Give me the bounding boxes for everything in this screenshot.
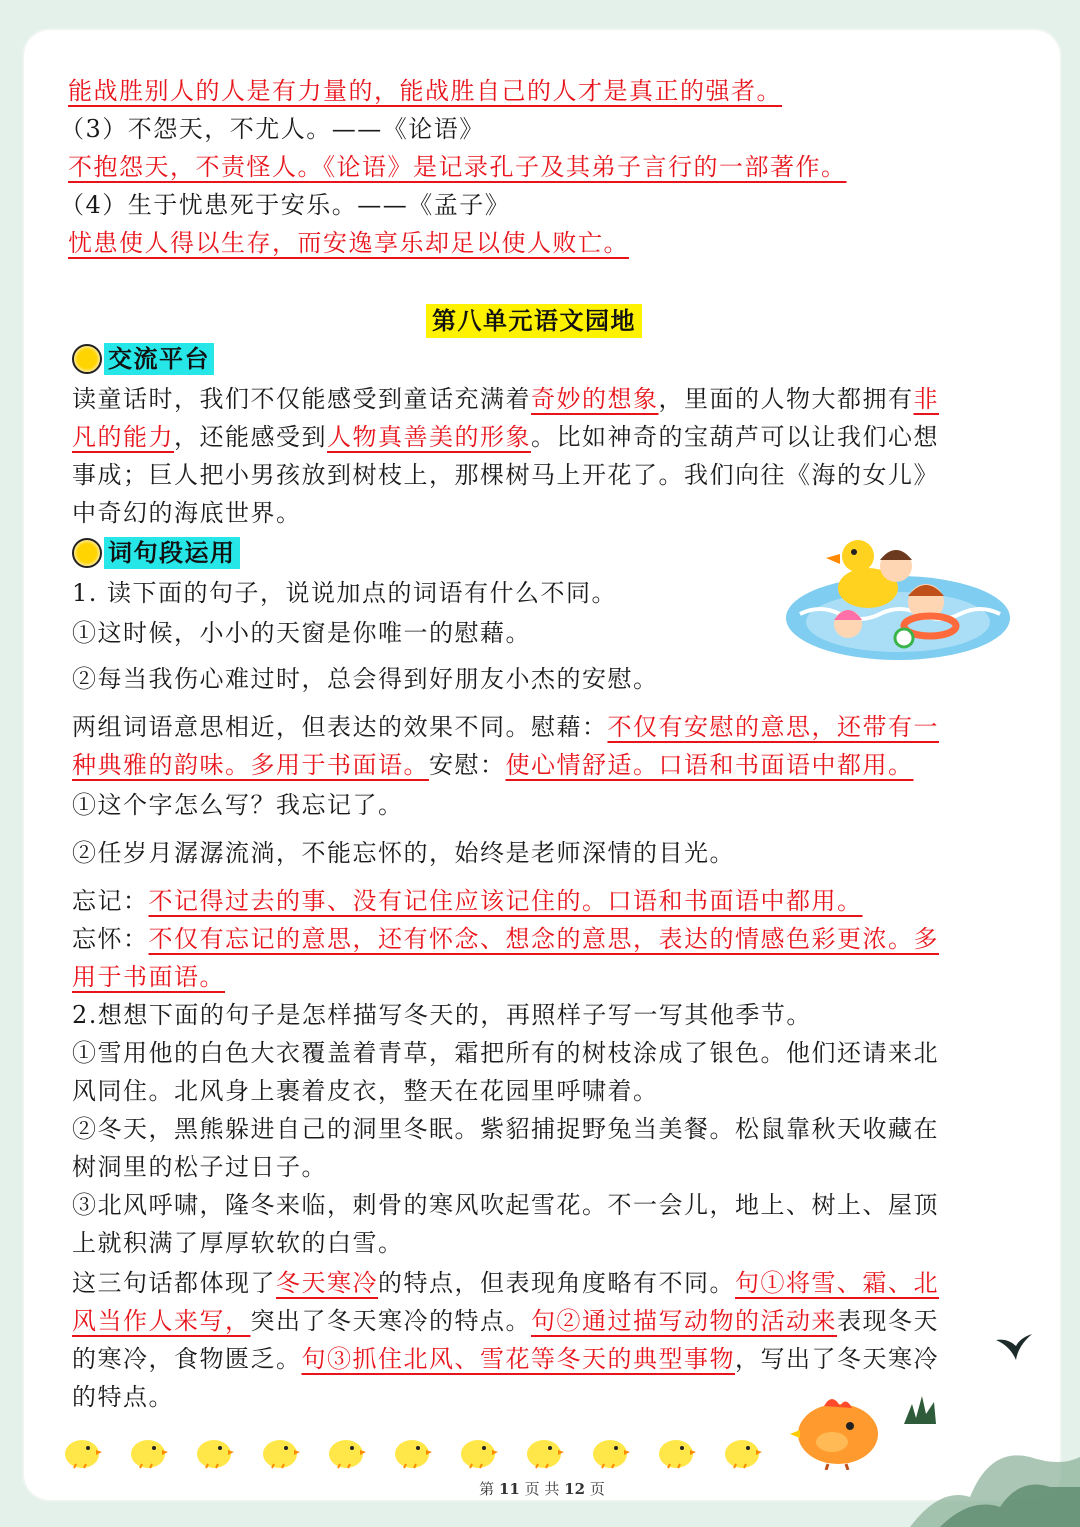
section-exchange-label: 交流平台 [104,343,214,375]
winter-sentence-1: ①雪用他的白色大衣覆盖着青草，霜把所有的树枝涂成了银色。他们还请来北 [72,1039,939,1067]
swallow-icon [994,1330,1034,1370]
winter-answer-4: 的特点。 [72,1383,174,1411]
section-exchange [72,342,214,376]
winter-sentence-3: ③北风呼啸，隆冬来临，刺骨的寒风吹起雪花。不一会儿，地上、树上、屋顶 [72,1191,939,1219]
chick-icon [520,1432,568,1472]
document-page [24,30,1060,1500]
winter-sentence-3b: 上就积满了厚厚软软的白雪。 [72,1229,404,1257]
usage-explain-3: 忘记：不记得过去的事、没有记住应该记住的。口语和书面语中都用。 [72,887,863,915]
quote-4-answer: 忧患使人得以生存，而安逸享乐却足以使人败亡。 [68,229,629,257]
chick-icon [190,1432,238,1472]
swimming-kids-illustration [780,526,1016,666]
quote-4: （4）生于忧患死于安乐。——《孟子》 [60,191,511,219]
sun-bullet-icon [72,344,102,374]
quote-3-answer: 不抱怨天，不责怪人。《论语》是记录孔子及其弟子言行的一部著作。 [68,153,847,181]
section-usage [72,536,240,570]
exchange-line-1: 读童话时，我们不仅能感受到童话充满着奇妙的想象，里面的人物大都拥有非 [72,385,939,413]
winter-sentence-1b: 风同住。北风身上裹着皮衣，整天在花园里呼啸着。 [72,1077,659,1105]
total-pages-number: 12 [564,1480,586,1498]
chick-icon [124,1432,172,1472]
orange-bird-icon [788,1392,884,1470]
quote-2-answer: 能战胜别人的人是有力量的，能战胜自己的人才是真正的强者。 [68,77,782,105]
exchange-line-3: 事成；巨人把小男孩放到树枝上，那棵树马上开花了。我们向往《海的女儿》 [72,461,939,489]
winter-answer-3: 的寒冷，食物匮乏。句③抓住北风、雪花等冬天的典型事物，写出了冬天寒冷 [72,1345,939,1373]
section-usage-label: 词句段运用 [104,537,240,569]
chick-icon [256,1432,304,1472]
winter-sentence-2: ②冬天，黑熊躲进自己的洞里冬眠。紫貂捕捉野兔当美餐。松鼠靠秋天收藏在 [72,1115,939,1143]
chick-icon [388,1432,436,1472]
winter-answer-1: 这三句话都体现了冬天寒冷的特点，但表现角度略有不同。句①将雪、霜、北 [72,1269,939,1297]
usage-explain-1: 两组词语意思相近，但表达的效果不同。慰藉：不仅有安慰的意思，还带有一 [72,713,939,741]
page-footer: 第 11 页 共 12 页 [479,1480,605,1498]
usage-q1: 1. 读下面的句子，说说加点的词语有什么不同。 [72,579,618,607]
chick-icon [58,1432,106,1472]
usage-sentence-4: ②任岁月潺潺流淌，不能忘怀的，始终是老师深情的目光。 [72,839,735,867]
chick-icon [586,1432,634,1472]
exchange-line-2: 凡的能力，还能感受到人物真善美的形象。比如神奇的宝葫芦可以让我们心想 [72,423,939,451]
usage-explain-5: 用于书面语。 [72,963,225,991]
quote-3: （3）不怨天，不尤人。——《论语》 [60,115,485,143]
usage-sentence-3: ①这个字怎么写？我忘记了。 [72,791,404,819]
chick-icon [718,1432,766,1472]
chick-icon [454,1432,502,1472]
winter-answer-2: 风当作人来写，突出了冬天寒冷的特点。句②通过描写动物的活动来表现冬天 [72,1307,939,1335]
current-page-number: 11 [498,1480,520,1498]
usage-explain-4: 忘怀：不仅有忘记的意思，还有怀念、想念的意思，表达的情感色彩更浓。多 [72,925,939,953]
winter-sentence-2b: 树洞里的松子过日子。 [72,1153,327,1181]
chick-icon [652,1432,700,1472]
sun-bullet-icon [72,538,102,568]
usage-q2: 2.想想下面的句子是怎样描写冬天的，再照样子写一写其他季节。 [72,1001,812,1029]
usage-sentence-1: ①这时候，小小的天窗是你唯一的慰藉。 [72,619,531,647]
ink-mountain-decoration [910,1420,1080,1527]
usage-explain-2: 种典雅的韵味。多用于书面语。安慰：使心情舒适。口语和书面语中都用。 [72,751,914,779]
unit-title: 第八单元语文园地 [426,304,642,338]
exchange-line-4: 中奇幻的海底世界。 [72,499,302,527]
chick-icon [322,1432,370,1472]
usage-sentence-2: ②每当我伤心难过时，总会得到好朋友小杰的安慰。 [72,665,659,693]
